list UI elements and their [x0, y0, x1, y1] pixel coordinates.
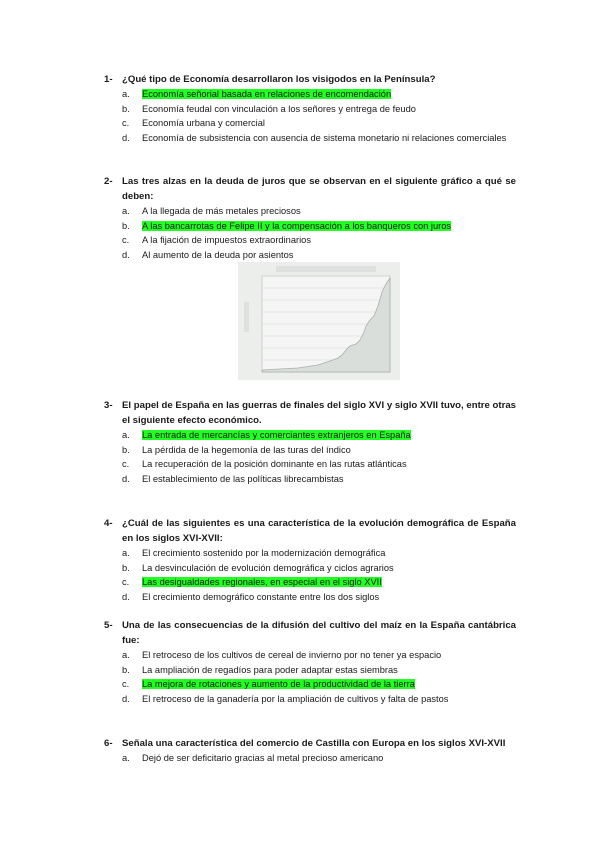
options-list	[104, 87, 516, 145]
option-c	[122, 116, 516, 131]
options-list	[104, 204, 516, 262]
debt-chart-photo	[238, 262, 400, 380]
question-header	[104, 398, 516, 428]
question-6	[104, 736, 516, 766]
option-c	[122, 575, 516, 590]
option-b	[122, 219, 516, 234]
option-letter: b.	[122, 664, 130, 675]
option-letter: a.	[122, 650, 130, 660]
option-letter: a.	[122, 430, 130, 440]
option-letter: d.	[122, 473, 130, 484]
question-header	[104, 618, 516, 648]
option-b	[122, 561, 516, 576]
option-text: Al aumento de la deuda por asientos	[142, 249, 294, 260]
option-a	[122, 87, 516, 102]
question-text: Las tres alzas en la deuda de juros que se observan en el siguiente gráfico a qué se deben:	[122, 176, 516, 202]
question-number: 5-	[104, 620, 113, 631]
option-text: Dejó de ser deficitario gracias al metal precioso americano	[142, 753, 384, 763]
option-letter: b.	[122, 103, 130, 114]
chart-figure	[238, 262, 400, 380]
option-text: A la llegada de más metales preciosos	[142, 206, 301, 216]
option-text-highlighted: Las desigualdades regionales, en especial en el siglo XVII	[142, 577, 382, 587]
option-text: Economía urbana y comercial	[142, 118, 265, 128]
option-b	[122, 663, 516, 678]
option-letter: d.	[122, 693, 130, 704]
question-number: 2-	[104, 176, 113, 187]
option-text: El crecimiento demográfico constante entre los dos siglos	[142, 591, 380, 602]
option-text: El retroceso de la ganadería por la ampliación de cultivos y falta de pastos	[142, 693, 449, 704]
option-letter: d.	[122, 132, 130, 143]
option-text-highlighted: La entrada de mercancías y comerciantes extranjeros en España	[142, 430, 411, 440]
options-list	[104, 428, 516, 486]
question-5	[104, 618, 516, 706]
option-letter: a.	[122, 89, 130, 99]
question-text: Una de las consecuencias de la difusión del cultivo del maíz en la España cantábrica fue:	[122, 620, 516, 646]
option-text: El retroceso de los cultivos de cereal de invierno por no tener ya espacio	[142, 650, 442, 660]
options-list	[104, 648, 516, 706]
question-header	[104, 516, 516, 546]
option-letter: c.	[122, 577, 130, 587]
question-1	[104, 72, 516, 145]
question-header	[104, 174, 516, 204]
options-list	[104, 751, 516, 766]
option-letter: b.	[122, 562, 130, 573]
option-c	[122, 457, 516, 472]
option-b	[122, 443, 516, 458]
option-letter: a.	[122, 206, 130, 216]
question-header	[104, 72, 516, 87]
question-number: 3-	[104, 400, 113, 411]
question-text: El papel de España en las guerras de finales del siglo XVI y siglo XVII tuvo, entre otras el siguiente efecto económico.	[122, 400, 516, 426]
option-letter: c.	[122, 459, 130, 469]
option-text: La ampliación de regadíos para poder adaptar estas siembras	[142, 664, 398, 675]
question-text: ¿Qué tipo de Economía desarrollaron los visigodos en la Península?	[122, 74, 436, 85]
option-letter: c.	[122, 679, 130, 689]
option-letter: c.	[122, 118, 130, 128]
question-number: 1-	[104, 74, 113, 85]
question-4	[104, 516, 516, 604]
option-text-highlighted: Economía señorial basada en relaciones de encomendación	[142, 89, 392, 99]
question-header	[104, 736, 516, 751]
option-text: La pérdida de la hegemonía de las turas del índico	[142, 444, 351, 455]
option-a	[122, 204, 516, 219]
option-d	[122, 692, 516, 707]
option-text: El establecimiento de las políticas librecambistas	[142, 473, 344, 484]
question-3	[104, 398, 516, 486]
option-text: La desvinculación de evolución demográfica y ciclos agrarios	[142, 562, 394, 573]
option-text: La recuperación de la posición dominante en las rutas atlánticas	[142, 459, 407, 469]
option-letter: b.	[122, 444, 130, 455]
option-a	[122, 751, 516, 766]
option-letter: a.	[122, 548, 130, 558]
option-letter: b.	[122, 220, 130, 231]
option-d	[122, 472, 516, 487]
option-letter: a.	[122, 753, 130, 763]
option-d	[122, 248, 516, 263]
option-a	[122, 648, 516, 663]
question-text: Señala una característica del comercio de Castilla con Europa en los siglos XVI-XVII	[122, 738, 506, 749]
option-letter: c.	[122, 235, 130, 245]
options-list	[104, 546, 516, 604]
option-d	[122, 131, 516, 146]
option-b	[122, 102, 516, 117]
option-c	[122, 233, 516, 248]
option-text-highlighted: A las bancarrotas de Felipe II y la compensación a los banqueros con juros	[142, 220, 452, 231]
option-d	[122, 590, 516, 605]
option-text: Economía feudal con vinculación a los señores y entrega de feudo	[142, 103, 416, 114]
question-number: 6-	[104, 738, 113, 749]
option-a	[122, 546, 516, 561]
option-text: A la fijación de impuestos extraordinarios	[142, 235, 311, 245]
option-c	[122, 677, 516, 692]
question-2	[104, 174, 516, 262]
question-number: 4-	[104, 518, 113, 529]
option-text: Economía de subsistencia con ausencia de sistema monetario ni relaciones comerciales	[142, 132, 507, 143]
option-letter: d.	[122, 591, 130, 602]
option-a	[122, 428, 516, 443]
option-text-highlighted: La mejora de rotaciones y aumento de la productividad de la tierra	[142, 679, 415, 689]
option-text: El crecimiento sostenido por la modernización demográfica	[142, 548, 386, 558]
option-letter: d.	[122, 249, 130, 260]
question-text: ¿Cuál de las siguientes es una característica de la evolución demográfica de España en los siglos XVI-XVII:	[122, 518, 516, 544]
